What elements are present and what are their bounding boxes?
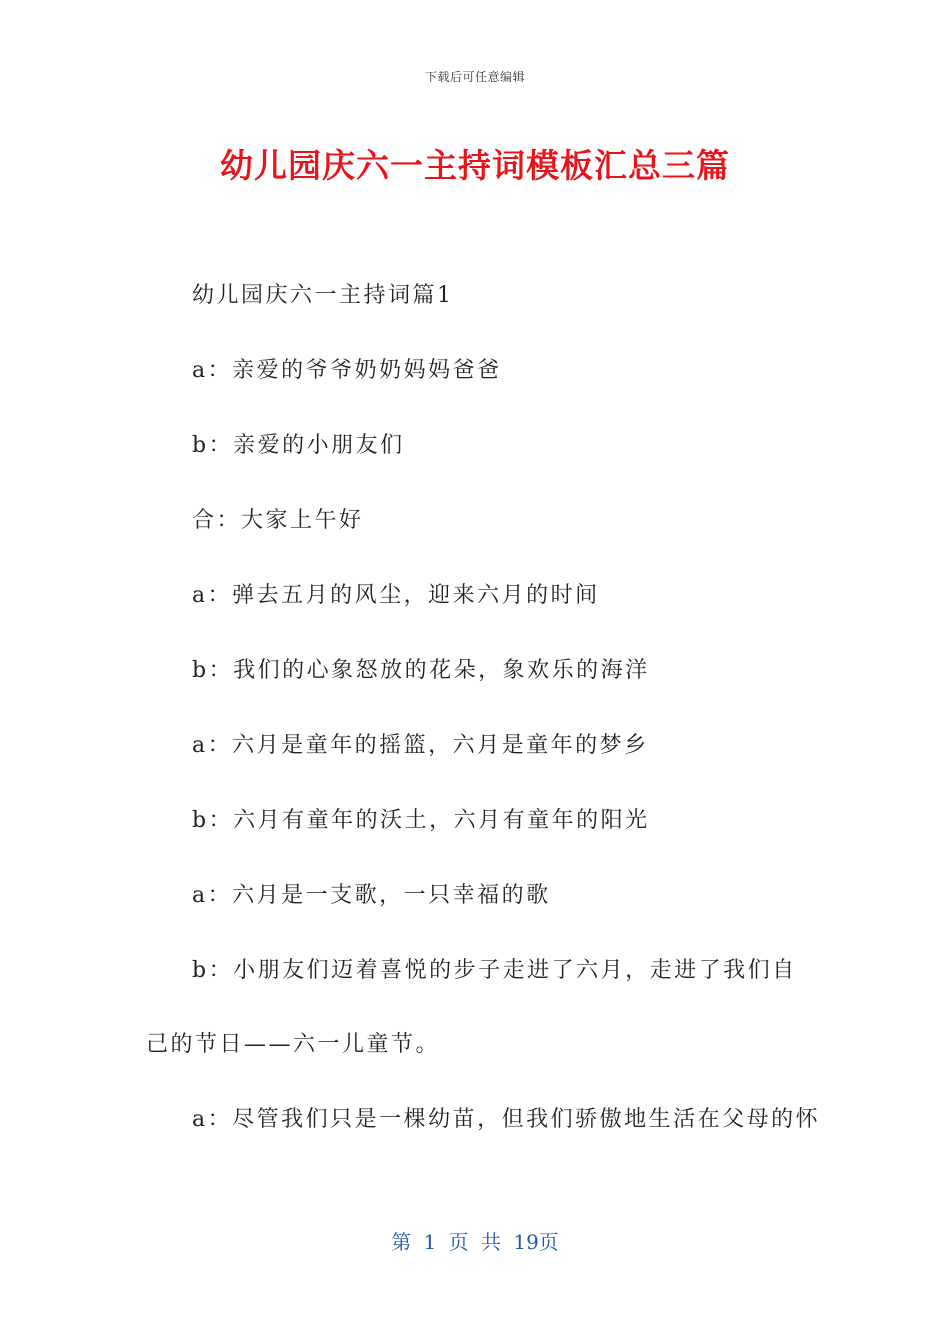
document-title: 幼儿园庆六一主持词模板汇总三篇 bbox=[220, 146, 730, 185]
paragraph: b：小朋友们迈着喜悦的步子走进了六月，走进了我们自己的节日——六一儿童节。 bbox=[146, 958, 797, 1057]
paragraph: a：六月是一支歌，一只幸福的歌 bbox=[192, 883, 551, 908]
paragraph: 合：大家上午好 bbox=[192, 508, 364, 533]
document-body bbox=[146, 277, 821, 1176]
paragraph: b：我们的心象怒放的花朵，象欢乐的海洋 bbox=[192, 658, 650, 683]
paragraph: a：尽管我们只是一棵幼苗，但我们骄傲地生活在父母的怀 bbox=[192, 1107, 821, 1132]
paragraph: b：六月有童年的沃土，六月有童年的阳光 bbox=[192, 808, 650, 833]
paragraph: a：六月是童年的摇篮，六月是童年的梦乡 bbox=[192, 733, 649, 758]
header-note: 下载后可任意编辑 bbox=[424, 70, 525, 84]
paragraph: b：亲爱的小朋友们 bbox=[192, 433, 405, 458]
paragraph: a：亲爱的爷爷奶奶妈妈爸爸 bbox=[192, 358, 502, 383]
paragraph: a：弹去五月的风尘，迎来六月的时间 bbox=[192, 583, 600, 608]
page-number-footer: 第 1 页 共 19页 bbox=[391, 1230, 559, 1254]
section-heading: 幼儿园庆六一主持词篇1 bbox=[192, 283, 454, 308]
